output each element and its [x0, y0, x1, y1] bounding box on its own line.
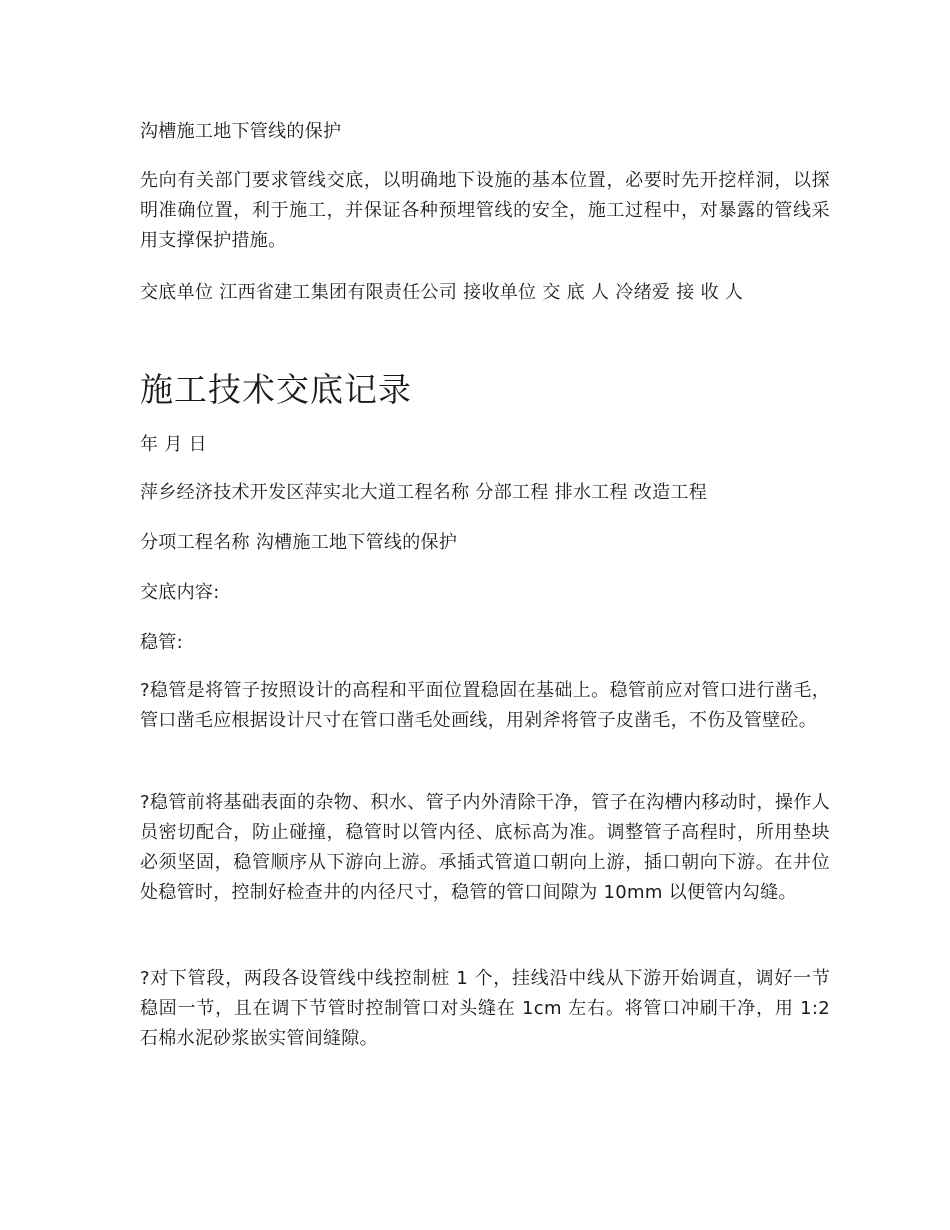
step-paragraph: ?稳管前将基础表面的杂物、积水、管子内外清除干净，管子在沟槽内移动时，操作人员密切配合，防止碰撞，稳管时以管内径、底标高为准。调整管子高程时，所用垫块必须坚固，稳管顺序从下游向上游。承插式管道口朝向上游，插口朝向下游。在井位处稳管时，控制好检查井的内径尺寸，稳管的管口间隙为 10mm 以便管内勾缝。 [140, 792, 830, 903]
subitem-info: 分项工程名称 沟槽施工地下管线的保护 [140, 532, 458, 553]
document-title: 施工技术交底记录 [140, 370, 412, 409]
step-paragraph: ?稳管是将管子按照设计的高程和平面位置稳固在基础上。稳管前应对管口进行凿毛，管口凿毛应根据设计尺寸在管口凿毛处画线，用剁斧将管子皮凿毛，不伤及管壁砼。 [140, 680, 830, 731]
intro-paragraph: 先向有关部门要求管线交底，以明确地下设施的基本位置，必要时先开挖样洞，以探明准确位置，利于施工，并保证各种预埋管线的安全，施工过程中，对暴露的管线采用支撑保护措施。 [140, 170, 830, 251]
section-title: 沟槽施工地下管线的保护 [140, 121, 342, 142]
date-line: 年 月 日 [140, 434, 207, 455]
project-info: 萍乡经济技术开发区萍实北大道工程名称 分部工程 排水工程 改造工程 [140, 482, 708, 503]
pipe-laying-label: 稳管: [140, 632, 183, 653]
handover-info: 交底单位 江西省建工集团有限责任公司 接收单位 交 底 人 冷绪爱 接 收 人 [140, 282, 744, 303]
content-label: 交底内容: [140, 582, 220, 603]
step-paragraph: ?对下管段，两段各设管线中线控制桩 1 个，挂线沿中线从下游开始调直，调好一节稳固一节，且在调下节管时控制管口对头缝在 1cm 左右。将管口冲刷干净，用 1:2 石棉水泥砂浆嵌实管间缝隙。 [140, 968, 830, 1049]
